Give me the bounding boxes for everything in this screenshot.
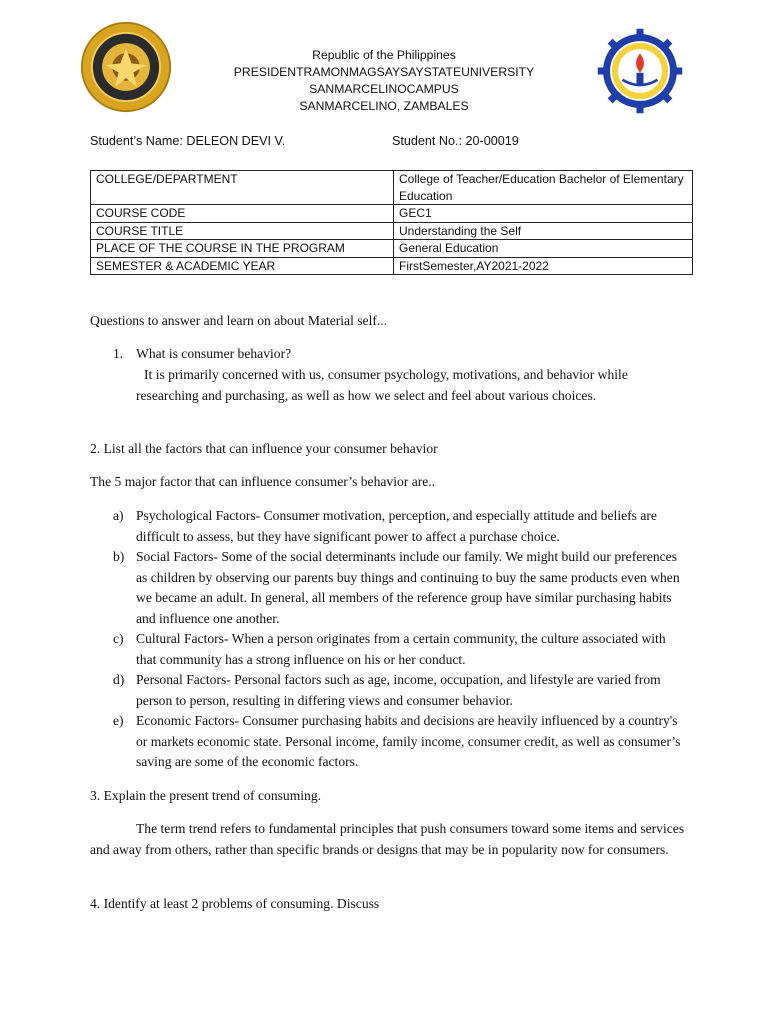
factor-psychological: Psychological Factors- Consumer motivation, perception, and especially attitude and beliefs are difficult to assess, but they have significant power to affect a purchase choice. bbox=[136, 508, 657, 544]
table-row bbox=[91, 257, 693, 275]
course-info-table bbox=[90, 170, 693, 275]
question-2: 2. List all the factors that can influence your consumer behavior bbox=[90, 441, 438, 456]
factor-letter: a) bbox=[113, 508, 124, 523]
table-cell-value: FirstSemester,AY2021-2022 bbox=[394, 257, 693, 275]
table-cell-key: COLLEGE/DEPARTMENT bbox=[91, 171, 394, 205]
factor-letter: c) bbox=[113, 631, 124, 646]
table-cell-key: COURSE CODE bbox=[91, 205, 394, 223]
answer-1: It is primarily concerned with us, consumer psychology, motivations, and behavior while researching and purchasing, as well as how we select and feel about various choices. bbox=[136, 367, 628, 403]
factor-economic: Economic Factors- Consumer purchasing habits and decisions are heavily influenced by a country's or markets economic state. Personal income, family income, consumer credit, as well as consumer’s saving are some of the economic factors. bbox=[136, 713, 681, 769]
header-location: SANMARCELINO, ZAMBALES bbox=[299, 99, 469, 113]
header-university: PRESIDENTRAMONMAGSAYSAYSTATEUNIVERSITY bbox=[233, 65, 535, 79]
question-1: What is consumer behavior? bbox=[136, 346, 292, 361]
table-row bbox=[91, 222, 693, 240]
factor-letter: e) bbox=[113, 713, 124, 728]
factor-social: Social Factors- Some of the social determinants include our family. We might build our preferences as children by observing our parents buy things and continuing to buy the same products even when we became an adult. In general, all members of the reference group have similar purchasing habits and influence one another. bbox=[136, 549, 680, 626]
header-campus: SANMARCELINOCAMPUS bbox=[309, 82, 459, 96]
question-1-number: 1. bbox=[113, 346, 124, 361]
document-header bbox=[184, 47, 584, 115]
factor-letter: d) bbox=[113, 672, 125, 687]
answer-3: The term trend refers to fundamental principles that push consumers toward some items and services and away from others, rather than specific brands or designs that may be in popularity now for consumers. bbox=[90, 821, 685, 857]
header-republic: Republic of the Philippines bbox=[312, 48, 456, 62]
student-number: Student No.: 20-00019 bbox=[392, 134, 519, 148]
table-cell-value: Understanding the Self bbox=[394, 222, 693, 240]
table-cell-key: COURSE TITLE bbox=[91, 222, 394, 240]
factors-intro: The 5 major factor that can influence consumer’s behavior are.. bbox=[90, 474, 436, 489]
factor-cultural: Cultural Factors- When a person originates from a certain community, the culture associated with that community has a strong influence on his or her conduct. bbox=[136, 631, 666, 667]
table-cell-key: SEMESTER & ACADEMIC YEAR bbox=[91, 257, 394, 275]
university-seal-icon bbox=[80, 21, 172, 113]
table-cell-value: GEC1 bbox=[394, 205, 693, 223]
table-cell-value: General Education bbox=[394, 240, 693, 258]
question-4: 4. Identify at least 2 problems of consuming. Discuss bbox=[90, 896, 380, 911]
table-cell-value: College of Teacher/Education Bachelor of Elementary Education bbox=[394, 171, 693, 205]
table-row bbox=[91, 205, 693, 223]
question-3: 3. Explain the present trend of consuming. bbox=[90, 788, 322, 803]
factor-personal: Personal Factors- Personal factors such as age, income, occupation, and lifestyle are varied from person to person, resulting in differing views and consumer behavior. bbox=[136, 672, 661, 708]
factor-letter: b) bbox=[113, 549, 125, 564]
college-of-education-seal-icon bbox=[596, 27, 684, 115]
table-row bbox=[91, 240, 693, 258]
intro-text: Questions to answer and learn on about Material self... bbox=[90, 313, 388, 328]
table-cell-key: PLACE OF THE COURSE IN THE PROGRAM bbox=[91, 240, 394, 258]
table-row bbox=[91, 171, 693, 205]
student-name: Student’s Name: DELEON DEVI V. bbox=[90, 134, 286, 148]
